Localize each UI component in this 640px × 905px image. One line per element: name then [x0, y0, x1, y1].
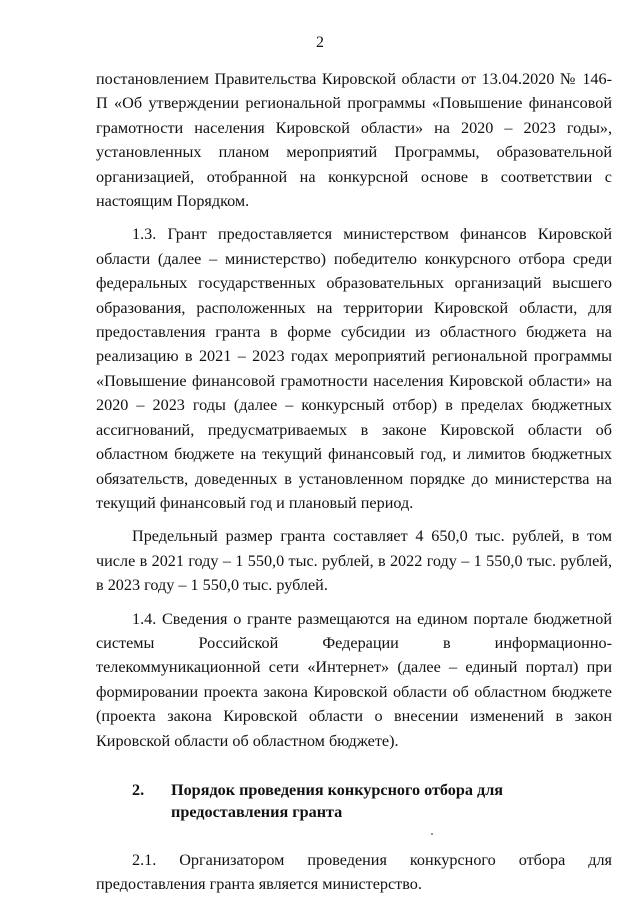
paragraph-grant-amount: Предельный размер гранта составляет 4 650,0 тыс. рублей, в том числе в 2021 году – 1 550,0 тыс. рублей, в 2022 году – 1 550,0 тыс. рублей, в 2023 году – 1 550,0 тыс. рублей. [96, 527, 612, 595]
paragraph-program-reference: постановлением Правительства Кировской области от 13.04.2020 № 146-П «Об утверждении региональной программы «Повышение финансовой грамотности населения Кировской области» на 2020 – 2023 годы», установленных планом мероприятий Программы, образовательной организацией, отобранной на конкурсной основе в соответствии с настоящим Порядком. [96, 70, 612, 211]
document-body [96, 67, 612, 897]
paragraph-2-1: 2.1. Организатором проведения конкурсного отбора для предоставления гранта является министерство. [96, 850, 612, 894]
paragraph-1-3: 1.3. Грант предоставляется министерством финансов Кировской области (далее – министерство) победителю конкурсного отбора среди федеральных государственных образовательных организаций высшего образования, расположенных на территории Кировской области, для предоставления гранта в форме субсидии из областного бюджета на реализацию в 2021 – 2023 годах мероприятий региональной программы «Повышение финансовой грамотности населения Кировской области» на 2020 – 2023 годы (далее – конкурсный отбор) в пределах бюджетных ассигнований, предусматриваемых в законе Кировской области об областном бюджете на текущий финансовый год, и лимитов бюджетных обязательств, доведенных в установленном порядке до министерства на текущий финансовый год и плановый период. [96, 225, 612, 512]
paragraph-1-4: 1.4. Сведения о гранте размещаются на едином портале бюджетной системы Российской Федерации в информационно-телекоммуникационной сети «Интернет» (далее – единый портал) при формировании проекта закона Кировской области об областном бюджете (проекта закона Кировской области о внесении изменений в закон Кировской области об областном бюджете). [96, 609, 612, 750]
section-title: Порядок проведения конкурсного отбора для предоставления гранта [171, 780, 504, 821]
scan-speck [431, 833, 433, 835]
section-number: 2. [132, 780, 145, 799]
section-heading [96, 779, 612, 823]
page-number: 2 [316, 34, 324, 51]
